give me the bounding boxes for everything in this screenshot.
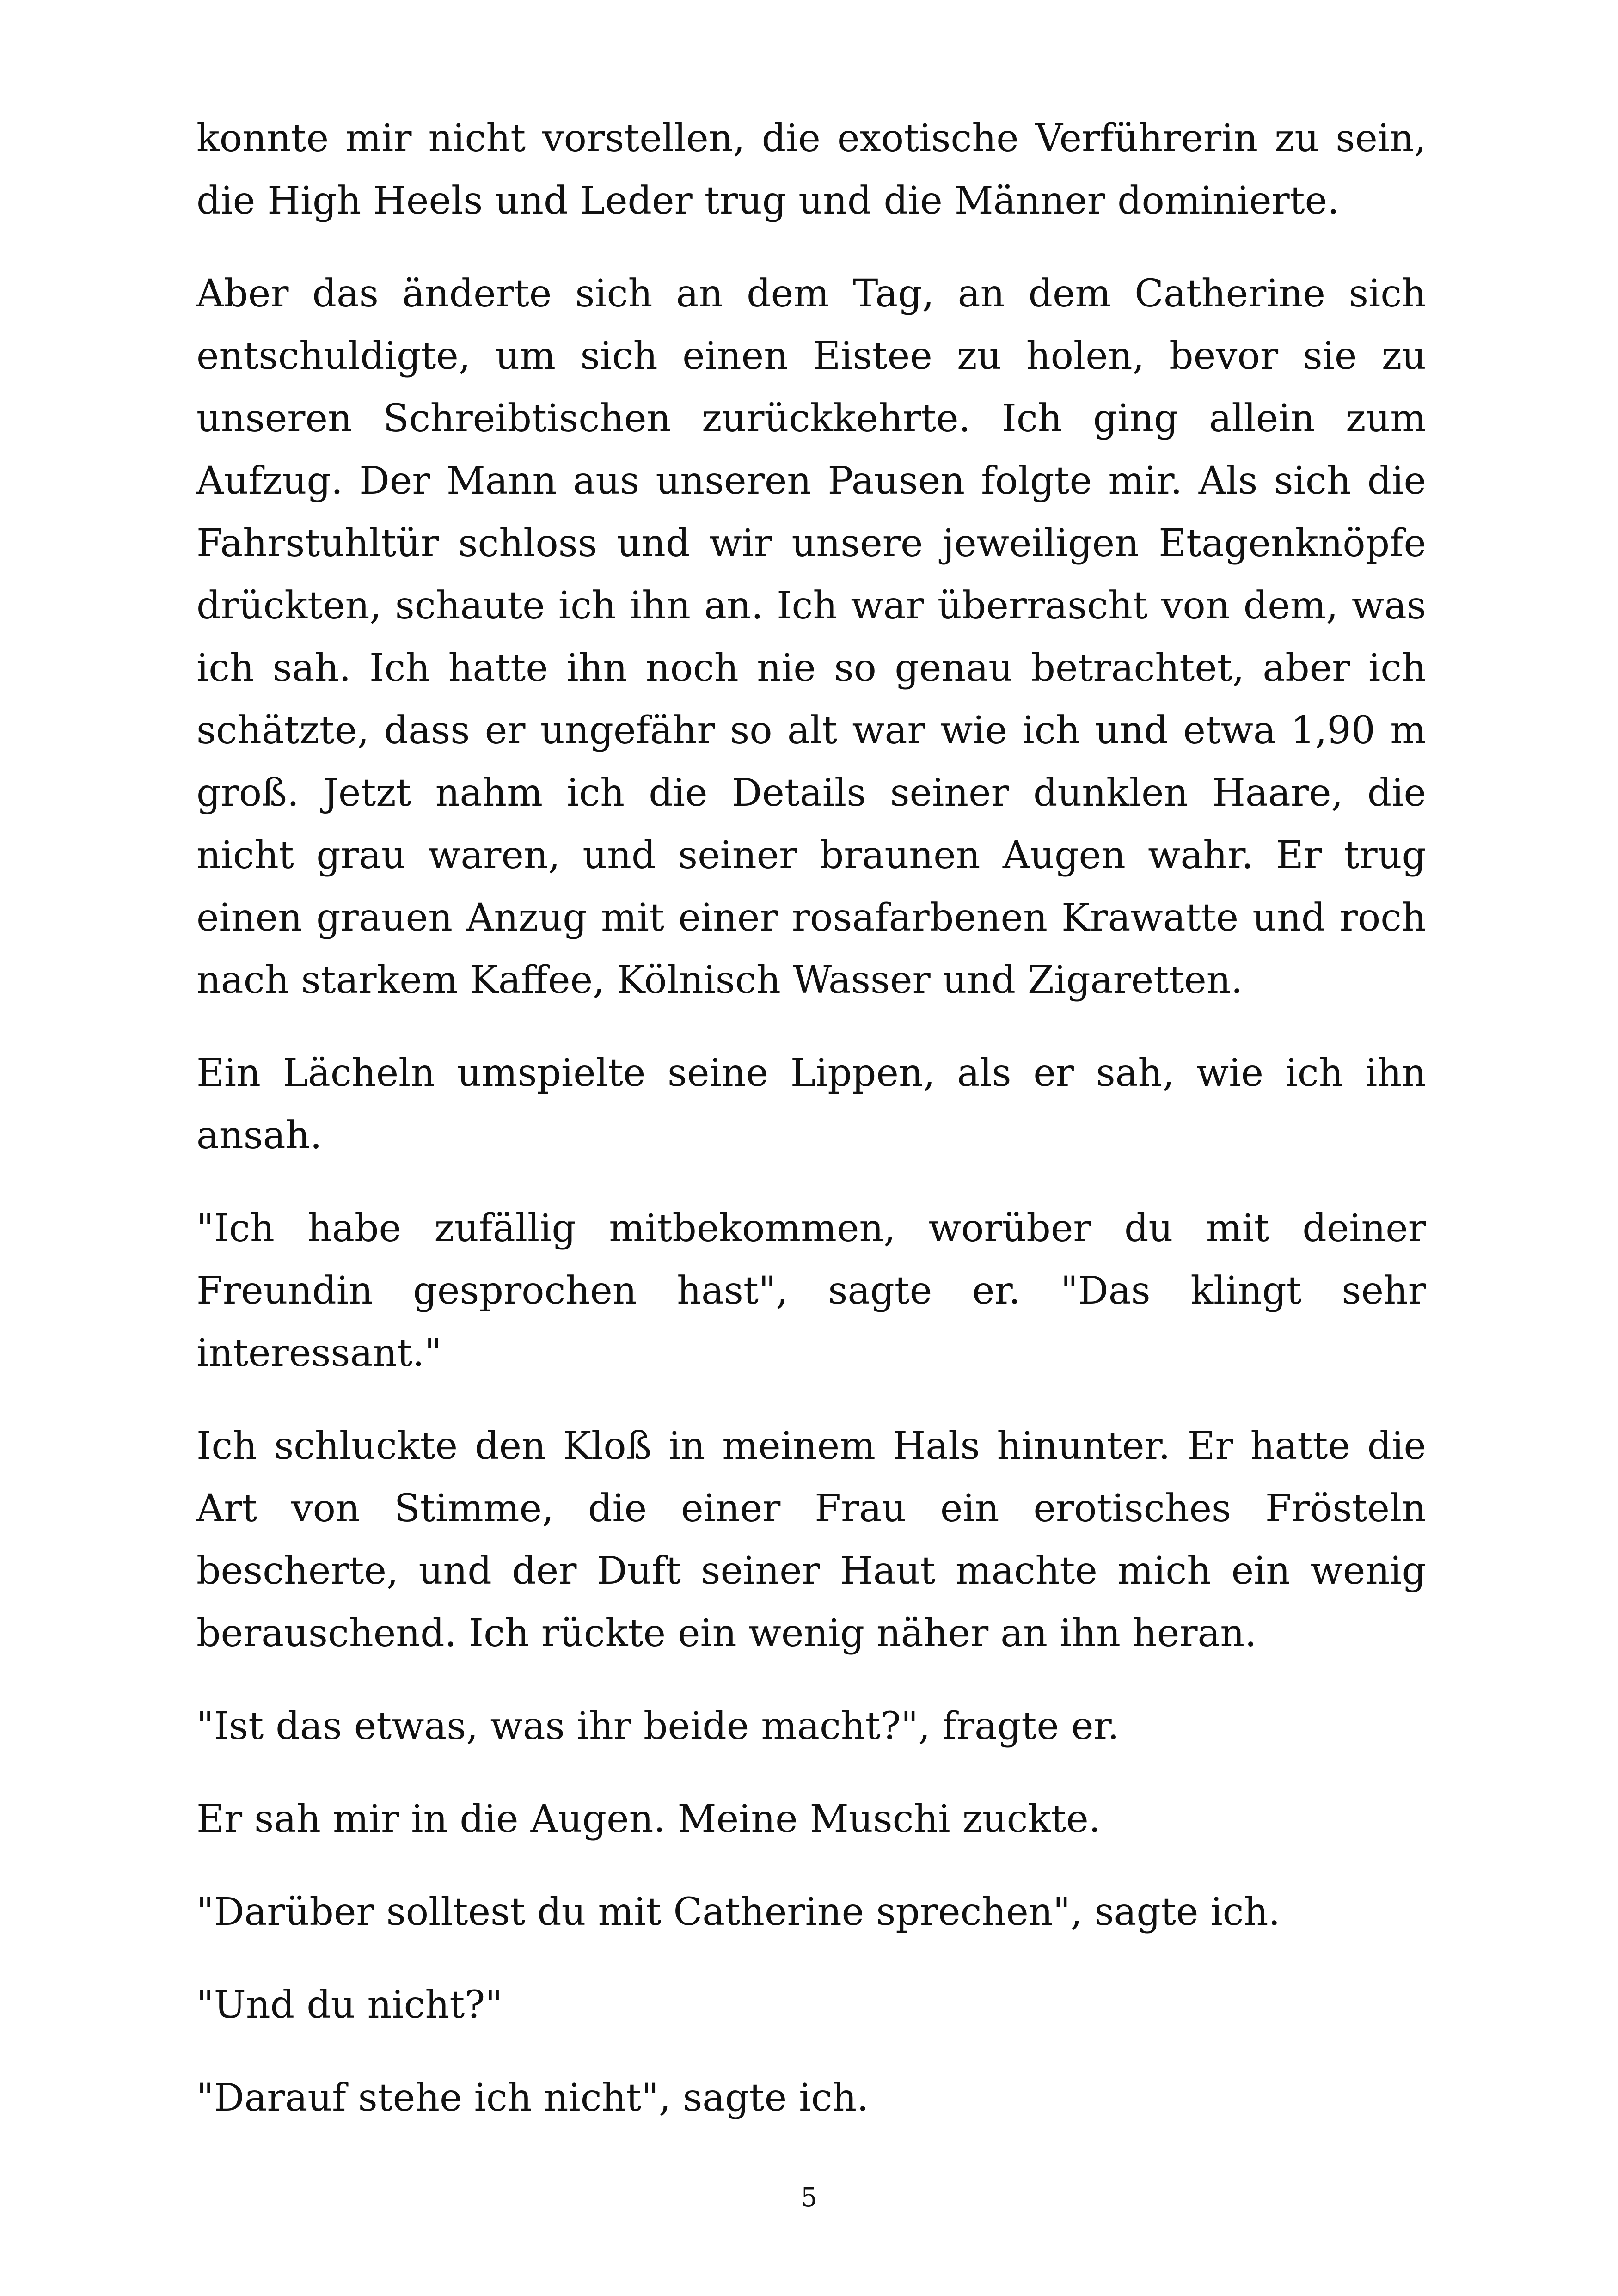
paragraph: "Ich habe zufällig mitbekommen, worüber du mit deiner Freundin gesprochen hast", sagte er. "Das klingt sehr interessant." xyxy=(196,1206,1426,1375)
page-number: 5 xyxy=(801,2183,817,2213)
paragraph: "Ist das etwas, was ihr beide macht?", fragte er. xyxy=(196,1704,1120,1748)
paragraph: konnte mir nicht vorstellen, die exotische Verführerin zu sein, die High Heels und Leder trug und die Männer dominierte. xyxy=(196,116,1426,223)
paragraph: Ich schluckte den Kloß in meinem Hals hinunter. Er hatte die Art von Stimme, die einer Frau ein erotisches Frösteln bescherte, und der Duft seiner Haut machte mich ein wenig berauschend. Ich rückte ein wenig näher an ihn heran. xyxy=(196,1424,1426,1655)
paragraph: "Darauf stehe ich nicht", sagte ich. xyxy=(196,2076,869,2120)
paragraph: Aber das änderte sich an dem Tag, an dem Catherine sich entschuldigte, um sich einen Eistee zu holen, bevor sie zu unseren Schreibtischen zurückkehrte. Ich ging allein zum Aufzug. Der Mann aus unseren Pausen folgte mir. Als sich die Fahrstuhltür schloss und wir unsere jeweiligen Etagenknöpfe drückten, schaute ich ihn an. Ich war überrascht von dem, was ich sah. Ich hatte ihn noch nie so genau betrachtet, aber ich schätzte, dass er ungefähr so alt war wie ich und etwa 1,90 m groß. Jetzt nahm ich die Details seiner dunklen Haare, die nicht grau waren, und seiner braunen Augen wahr. Er trug einen grauen Anzug mit einer rosafarbenen Krawatte und roch nach starkem Kaffee, Kölnisch Wasser und Zigaretten. xyxy=(196,272,1426,1002)
body-text xyxy=(196,107,1426,2129)
paragraph: "Und du nicht?" xyxy=(196,1983,503,2027)
paragraph: Ein Lächeln umspielte seine Lippen, als er sah, wie ich ihn ansah. xyxy=(196,1051,1426,1157)
paragraph: Er sah mir in die Augen. Meine Muschi zuckte. xyxy=(196,1797,1101,1841)
paragraph: "Darüber solltest du mit Catherine sprechen", sagte ich. xyxy=(196,1890,1281,1934)
